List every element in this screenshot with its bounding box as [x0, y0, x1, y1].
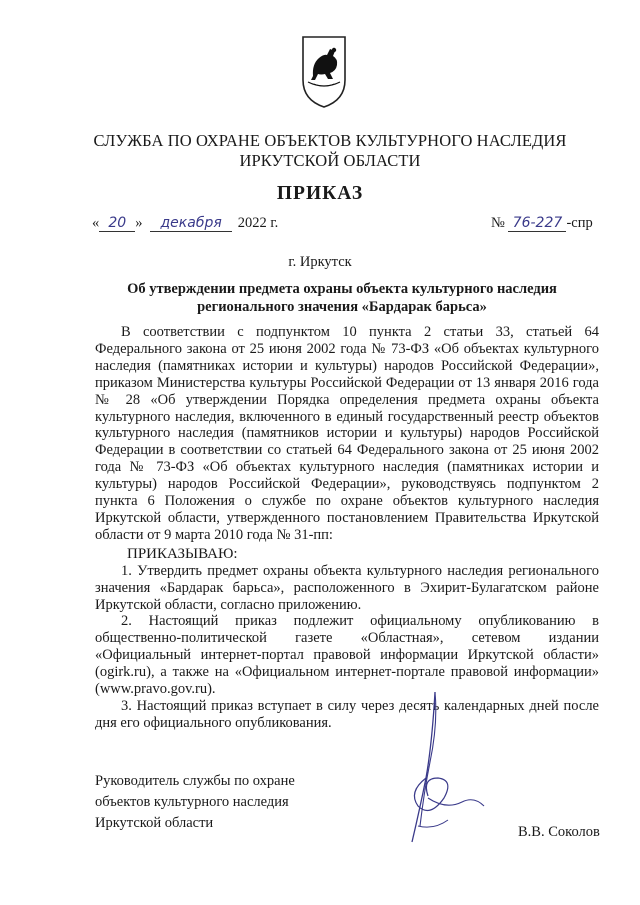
document-subject: Об утверждении предмета охраны объекта культурного наследия регионального значения «Бардарак барьса» [127, 281, 557, 315]
handwritten-signature [392, 680, 502, 850]
preamble-paragraph: В соответствии с подпунктом 10 пункта 2 статьи 33, статьей 64 Федерального закона от 25 июня 2002 года № 73-ФЗ «Об объектах культурного наследия (памятниках истории и культуры) народов Российской Федерации», приказом Министерства культуры Российской Федерации от 13 января 2016 года № 28 «Об утверждении Порядка определения предмета охраны объекта культурного наследия, включенного в единый государственный реестр объектов культурного наследия (памятников истории и культуры) народов Российской Федерации в соответствии со статьей 64 Федерального закона от 25 июня 2002 года № 73-ФЗ «Об объектах культурного наследия (памятниках истории и культуры) народов Российской Федерации», руководствуясь подпунктом 2 пункта 6 Положения о службе по охране объектов культурного наследия Иркутской области, утвержденного постановлением Правительства Иркутской области от 9 марта 2010 года № 31-пп: [95, 324, 599, 543]
signatory-name: В.В. Соколов [518, 824, 600, 840]
position-line-3: Иркутской области [95, 815, 214, 831]
coat-of-arms-icon [300, 34, 348, 110]
position-line-1: Руководитель службы по охране [95, 773, 295, 789]
order-item-1: 1. Утвердить предмет охраны объекта культурного наследия регионального значения «Бардарак барьса», расположенного в Эхирит-Булагатском районе Иркутской области, согласно приложению. [95, 562, 599, 613]
number-suffix: -спр [566, 215, 593, 231]
order-item-2: 2. Настоящий приказ подлежит официальному опубликованию в общественно-политической газете «Областная», сетевом издании «Официальный интернет-портал правовой информации Иркутской области» (ogirk.ru), а также на «Официальном интернет-портале правовой информации» (www.pravo.gov.ru). [95, 613, 599, 698]
date-open-quote: « [92, 215, 100, 231]
agency-name-line2: ИРКУТСКОЙ ОБЛАСТИ [239, 151, 421, 170]
agency-name [60, 131, 600, 171]
document-number [491, 215, 593, 232]
number-value: 76-227 [508, 215, 566, 232]
city: г. Иркутск [288, 254, 352, 270]
date-year: 2022 г. [237, 215, 279, 231]
order-item-3: 3. Настоящий приказ вступает в силу через десять календарных дней после дня его официального опубликования. [95, 697, 599, 731]
number-prefix: № [491, 215, 505, 231]
signatory-position [95, 771, 295, 834]
directive-word: ПРИКАЗЫВАЮ: [127, 545, 238, 562]
document-type: ПРИКАЗ [276, 183, 364, 204]
date-day: 20 [99, 215, 135, 232]
agency-name-line1: СЛУЖБА ПО ОХРАНЕ ОБЪЕКТОВ КУЛЬТУРНОГО НАСЛЕДИЯ [93, 131, 567, 150]
document-body [95, 324, 599, 732]
date-month: декабря [150, 215, 232, 232]
document-date [92, 215, 278, 232]
position-line-2: объектов культурного наследия [95, 794, 289, 810]
date-close-quote: » [135, 215, 143, 231]
